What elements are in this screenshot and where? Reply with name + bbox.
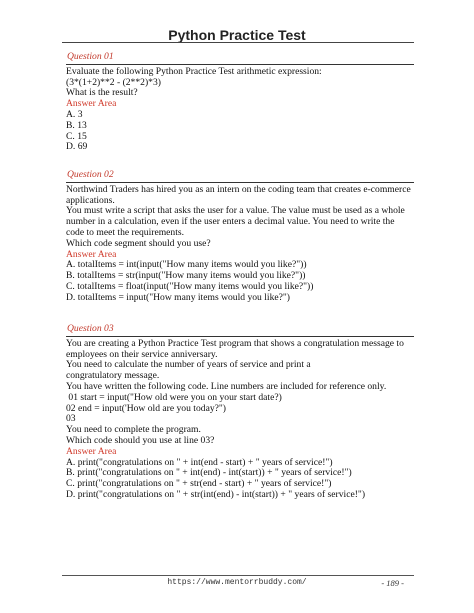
answer-option[interactable]: C. totalItems = float(input("How many items would you like?")) bbox=[66, 280, 314, 292]
question-02 bbox=[66, 170, 414, 304]
question-divider bbox=[66, 182, 414, 183]
answer-area-label: Answer Area bbox=[66, 248, 117, 260]
question-label: Question 01 bbox=[67, 51, 114, 62]
question-divider bbox=[66, 336, 414, 337]
answer-area-label: Answer Area bbox=[66, 445, 117, 457]
page-title: Python Practice Test bbox=[168, 27, 306, 43]
question-text: Northwind Traders has hired you as an intern on the coding team that creates e-commerce applications. bbox=[66, 183, 411, 206]
question-text: Evaluate the following Python Practice Test arithmetic expression: bbox=[66, 65, 322, 77]
answer-option[interactable]: C. print("congratulations on " + str(end - start) + " years of service!") bbox=[66, 478, 332, 490]
question-03 bbox=[66, 324, 414, 501]
answer-option[interactable]: B. totalItems = str(input("How many items would you like?")) bbox=[66, 270, 306, 282]
answer-option[interactable]: B. print("congratulations on " + int(end) - int(start)) + " years of service!") bbox=[66, 467, 352, 479]
answer-option[interactable]: B. 13 bbox=[66, 119, 87, 131]
question-label: Question 03 bbox=[67, 323, 114, 334]
footer-divider bbox=[62, 575, 414, 576]
question-text: You need to complete the program. bbox=[66, 424, 201, 436]
answer-option[interactable]: D. totalItems = input("How many items would you like?") bbox=[66, 291, 291, 303]
question-text: You are creating a Python Practice Test program that shows a congratulation message to employees on their service anniversary. bbox=[66, 337, 404, 360]
question-01 bbox=[66, 52, 414, 153]
question-text: What is the result? bbox=[66, 87, 138, 99]
question-divider bbox=[66, 64, 414, 65]
answer-option[interactable]: A. print("congratulations on " + int(end - start) + " years of service!") bbox=[66, 456, 333, 468]
question-text: You need to calculate the number of years of service and print a bbox=[66, 359, 311, 371]
page-number: - 189 - bbox=[381, 578, 404, 588]
question-label: Question 02 bbox=[67, 169, 114, 180]
answer-option[interactable]: D. print("congratulations on " + str(int(end) - int(start)) + " years of service!") bbox=[66, 488, 366, 500]
header-divider bbox=[62, 42, 414, 43]
code-line: 01 start = input("How old were you on your start date?) bbox=[66, 391, 282, 403]
question-text: (3*(1+2)**2 - (2**2)*3) bbox=[66, 76, 161, 88]
answer-option[interactable]: D. 69 bbox=[66, 141, 88, 153]
code-line: 02 end = input('How old are you today?") bbox=[66, 402, 226, 414]
question-text: You have written the following code. Line numbers are included for reference only. bbox=[66, 380, 387, 392]
answer-option[interactable]: C. 15 bbox=[66, 130, 87, 142]
answer-option[interactable]: A. totalItems = int(input("How many items would you like?")) bbox=[66, 259, 307, 271]
question-text: Which code segment should you use? bbox=[66, 237, 211, 249]
question-text: congratulatory message. bbox=[66, 370, 160, 382]
question-text: You must write a script that asks the user for a value. The value must be used as a whole number in a calculation, even if the user enters a decimal value. You need to write the code to meet the requirements. bbox=[66, 205, 405, 238]
code-line: 03 bbox=[66, 413, 76, 425]
answer-area-label: Answer Area bbox=[66, 98, 117, 110]
question-text: Which code should you use at line 03? bbox=[66, 434, 215, 446]
answer-option[interactable]: A. 3 bbox=[66, 108, 83, 120]
footer-url-link[interactable]: https://www.mentorrbuddy.com/ bbox=[167, 578, 307, 587]
